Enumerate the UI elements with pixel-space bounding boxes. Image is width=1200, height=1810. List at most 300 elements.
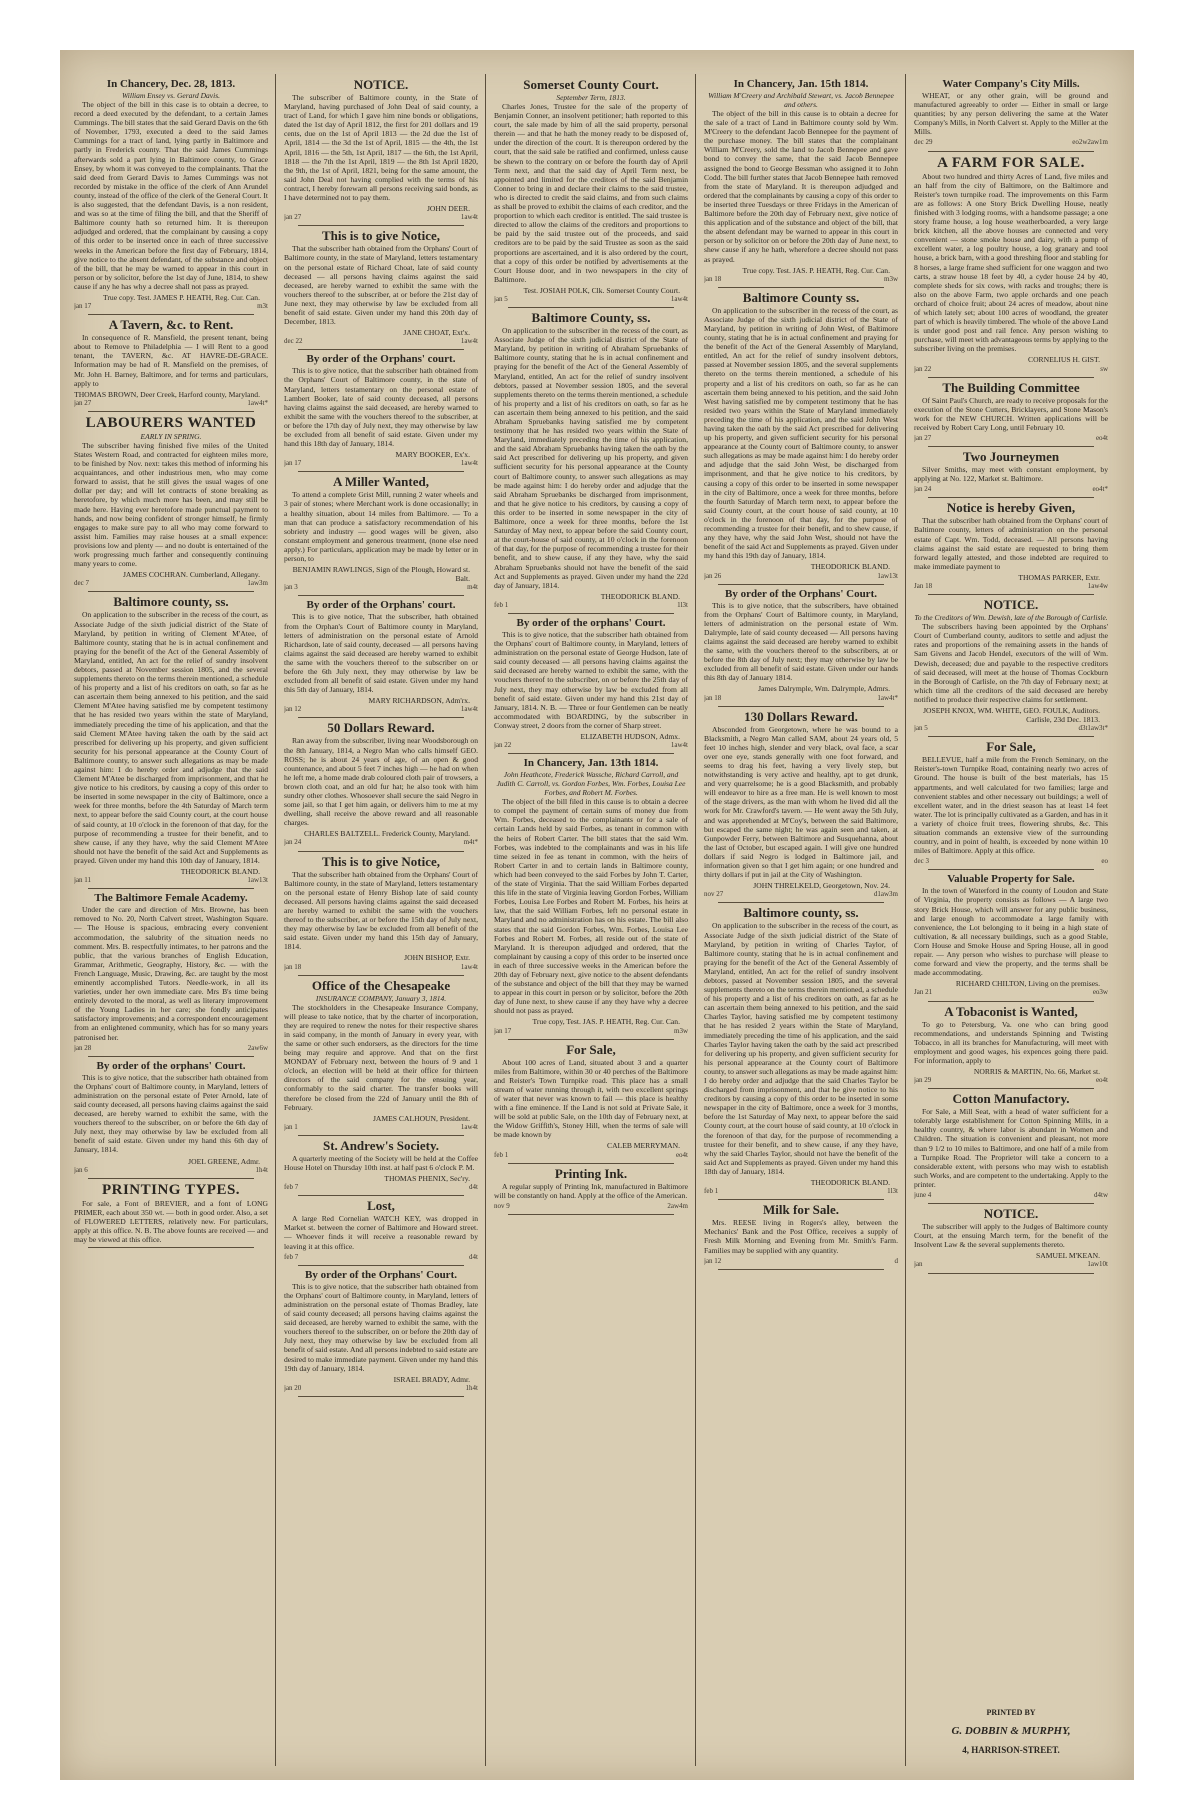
ad-run-code: 1aw4t <box>460 337 478 346</box>
ad-run-code: 2aw6w <box>247 1043 268 1052</box>
ad-date: nov 27 <box>704 890 724 899</box>
ad-date: jan 27 <box>284 213 302 222</box>
printer-imprint <box>914 1700 1108 1757</box>
ad-body: This is to give notice, that the subscriber hath obtained from the Orphans' court of Baltimore county, in Maryland, letters of administration on the personal estate of Thomas Bradley, late of said county deceased; all persons having claims against the said deceased, are hereby warned to exhibit the same, with the vouchers thereof to the subscriber, on or before the 20th day of July next, they may otherwise by law be excluded from all benefit of said estate. And all persons indebted to said estate are desired to make immediate payment. Given under my hand this 19th day of January, 1814. <box>284 1281 478 1373</box>
ad-body: The subscriber of Baltimore county, in the State of Maryland, having purchased of John Deal of said county, a tract of Land, for which I gave him nine bonds or obligations, dated the 1st day of April 1812, the first for 201 dollars and 19 cents, due on the 1st of April 1813 — the 2d due the 1st of April, 1814 — the 3d the 1st of April, 1815 — the 4th, the 1st April, 1816 — the 5th, 1st April, 1817 — the 6th, the 1st April, 1818 — the 7th the 1st April, 1819 — the 8th 1st April 1820, the 9th, the 1st of April, 1821, being for the same amount, the said John Deal not having complied with the terms of his contract, I hereby forewarn all persons receiving said bonds, as I have determined not to pay them. <box>284 93 478 203</box>
ad-separator <box>298 1265 464 1266</box>
ad-heading: NOTICE. <box>983 597 1039 613</box>
ad-signature: JANE CHOAT, Ext'x. <box>403 328 470 338</box>
ad-heading: For Sale, <box>566 1041 616 1057</box>
ad-run-code: 1l3t <box>887 1187 898 1196</box>
ad-signature: THEODORICK BLAND. <box>180 867 260 877</box>
ad-dateline <box>284 705 478 714</box>
ad-body: Mrs. REESE living in Rogers's alley, between the Mechanics' Bank and the Post Office, receives a supply of Fresh Milk Morning and Evening from Mr. Smith's Farm. Families may be supplied with any quantity. <box>704 1218 898 1255</box>
column-1 <box>74 76 268 1766</box>
ad-dateline <box>284 1253 478 1262</box>
ad-run-code: eo4t <box>675 1150 688 1159</box>
ad-run-code: 1aw4t <box>670 741 688 750</box>
advertisement <box>704 588 898 707</box>
ad-separator <box>88 1247 254 1248</box>
ad-body: This is to give notice, that the subscriber hath obtained from the Orphans' court of Baltimore county, in Maryland, letters of administration on the personal estate of Peter Arnold, late of said county deceased, all persons having claims against the said deceased, are hereby warned to exhibit the same, with the vouchers thereof to the subscriber, on or before the 6th day of July next, they may otherwise by law be excluded from all benefit of said estate. Given under my hand this 6th day of January, 1814. <box>74 1072 268 1155</box>
advertisement <box>284 78 478 226</box>
ad-body: About two hundred and thirty Acres of Land, five miles and an half from the city of Baltimore, on the Baltimore and Reister's town turnpike road. The improvements on this Farm are as follows: A one Story Brick Dwelling House, neatly finished with 3 lodging rooms, with a handsome passage; a one story frame house, a log house weatherboarded, a very large brick kitchen, all the above houses are connected and very convenient — stone smoke house and dairy, with a pump of excellent water, a log poultry house, a log granary and tool house, a brick barn, with a good threshing floor and stabling for 8 horses, a large frame shed sufficient for one waggon and two carts, a straw house 18 feet by 40, a cyder house 24 by 40, complete sheds for six cows, with racks and troughs; there is also on the above Farm, two apple orchards and one peach orchard of choice fruit; about 24 acres of meadow, about nine of which lately set; about 100 acres of woodland, the greater part of which is heavily timbered. The whole of the above Land is under good post and rail fence. Any person wishing to purchase, will meet with advantageous terms by applying to the subscriber living on the premises. <box>914 171 1108 354</box>
ad-heading: For Sale, <box>986 739 1036 755</box>
ad-dateline <box>914 138 1108 147</box>
ad-dateline <box>914 857 1108 866</box>
ad-run-code: d1aw3m <box>873 890 898 899</box>
ad-body: Silver Smiths, may meet with constant employment, by applying at No. 122, Market st. Baltimore. <box>914 465 1108 484</box>
ad-date: jan 26 <box>704 571 722 580</box>
ad-signature: True copy, Test. JAS. P. HEATH, Reg. Cur. Can. <box>532 1017 680 1027</box>
ad-separator <box>928 446 1094 447</box>
ad-heading: A Tavern, &c. to Rent. <box>108 317 234 333</box>
ad-run-code: d4t <box>469 1183 478 1192</box>
ad-dateline <box>494 1027 688 1036</box>
advertisement <box>284 855 478 976</box>
advertisement <box>494 1167 688 1215</box>
ad-date: jan 17 <box>284 459 302 468</box>
ad-body: This is to give notice, that the subscriber hath obtained from the Orphans' Court of Baltimore county, in the state of Maryland, letters testamentary on the personal estate of Lambert Booker, late of said county deceased, all persons having claims against the said deceased, are hereby warned to exhibit the same with the vouchers thereof to the subscriber, at or before the 17th day of July next, they may otherwise by law be excluded from all benefit of said estate. Given under my hand this 18th day of January, 1814. <box>284 366 478 449</box>
ad-body: Under the care and direction of Mrs. Browne, has been removed to No. 20, North Calvert street, Washington Square. — The House is spacious, embracing every convenient accommodation, the salubrity of the situation needs no comment. Mrs. B. respectfully intimates, to her patrons and the public, that the various branches of English Education, Grammar, Arithmetic, Geography, History, &c. — with the French Language, Music, Drawing, &c. are taught by the most eminently accomplished Tutors. Needle-work, in all its varieties, under her own immediate care. Mrs B's time being entirely devoted to the moral, as well as literary improvement of the Young Ladies in her care; she fondly anticipates satisfactory improvements; and a correspondent encouragement from an enlightened community, which has for so many years patronised her. <box>74 905 268 1042</box>
ad-body: That the subscriber hath obtained from the Orphans' court of Baltimore county, letters of administration on the personal estate of Capt. Wm. Todd, deceased. — All persons having claims against the said estate are requested to bring them forward legally attested, and those indebted are required to make immediate payment to <box>914 516 1108 571</box>
ad-signature: CORNELIUS H. GIST. <box>1028 355 1100 365</box>
ad-heading: Lost, <box>367 1198 395 1214</box>
ad-heading: This is to give Notice, <box>321 853 441 869</box>
ad-body: On application to the subscriber in the recess of the court, as Associate Judge of the sixth judicial district of the State of Maryland, by petition in writing of Clement M'Atee, of Baltimore county, stating that he is in actual confinement and praying for the benefit of the Act of the General Assembly of Maryland, entitled, An act for the relief of sundry insolvent debtors, passed at November session 1805, and the several supplements thereto on the terms therein mentioned, a schedule of his property and a list of his creditors on oath, so far as he can ascertain them being annexed to his petition, and the said Clement M'Atee having satisfied me by competent testimony that he has resided two years within the state of Maryland, immediately preceding the time of his application, and that the said Clement M'Atee having taken the oath by the said act prescribed for delivering up his property, and given sufficient security for his personal appearance at the County Court of Baltimore county, to answer such allegations as may be made against him: I do hereby order and adjudge that the said Clement M'Atee be discharged from imprisonment, and that he give notice to his creditors, by causing a copy of this order to be inserted in some newspaper in the city of Baltimore, once a week for three months, before the 4th Saturday of March term next, to appear before the said County court, at the court house of said county, at 10 o'clock in the forenoon of that day, for the purpose of recommending a trustee for their benefit, and to shew cause, if any they have, why the said Clement M'Atee should not have the benefit of the said Act and Supplements as prayed. Given under my hand this 10th day of January, 1814. <box>74 610 268 865</box>
ad-run-code: 1l3t <box>677 600 688 609</box>
ad-date: feb 1 <box>704 1187 719 1196</box>
ad-date: jan 18 <box>704 693 722 702</box>
ad-run-code: m4t* <box>463 838 478 847</box>
ad-separator <box>88 888 254 889</box>
ad-signature: JOEL GREENE, Admr. <box>188 1156 260 1166</box>
ad-dateline <box>74 1166 268 1175</box>
ad-run-code: eo4t <box>1095 1076 1108 1085</box>
ad-heading: The Building Committee <box>942 379 1080 395</box>
ad-separator <box>928 151 1094 152</box>
ad-run-code: d3t1aw3t* <box>1078 724 1108 733</box>
ad-signature: CHARLES BALTZELL. Frederick County, Maryland. <box>303 829 470 839</box>
ad-date: jan 3 <box>284 583 298 592</box>
ad-run-code: m3w <box>884 274 898 283</box>
ad-date: jan 5 <box>914 724 928 733</box>
ad-heading: By order of the Orphans' Court. <box>305 1268 457 1281</box>
ad-run-code: eo <box>1101 857 1108 866</box>
ad-run-code: 1aw4w <box>1087 582 1108 591</box>
ad-run-code: 1aw4t <box>460 962 478 971</box>
ad-dateline <box>704 572 898 581</box>
ad-separator <box>718 1269 884 1270</box>
advertisement <box>284 979 478 1136</box>
ad-run-code: d4t <box>469 1252 478 1261</box>
ad-separator <box>508 613 674 614</box>
ad-separator <box>928 1203 1094 1204</box>
ad-separator <box>508 1039 674 1040</box>
advertisement <box>284 475 478 596</box>
ad-date: jan 6 <box>74 1165 88 1174</box>
ad-body: In consequence of R. Mansfield, the present tenant, being about to Remove to Philadelphia — I will Rent to a good tenant, the TAVERN, &c. AT HAVRE-DE-GRACE. Information may be had of R. Mansfield on the premises, of Mr. John H. Barney, Baltimore, and for terms and particulars, apply to <box>74 333 268 388</box>
ad-run-code: eo2w2aw1m <box>1072 138 1108 147</box>
ad-body: The object of the bill in this cause is to obtain a decree for the sale of a tract of Land in Baltimore county sold by Wm. M'Creery to the defendant Jacob Bennepee for the payment of the purchase money. The bill states that the complainant William M'Creery, sold the land to Jacob Bennepee and gave bond to convey the same, that the said Jacob Bennepee assigned the bond to George Bessman who assigned it to John Codd. The bill further states that Jacob Bennepee hath removed from the state of Maryland. It is thereupon adjudged and ordered that the complainants by causing a copy of this order to be inserted three Tuesdays or three Fridays in the American of Baltimore before the 20th day of February next, give notice of this application and of the substance and object of the bill, that the absent defendant may be warned to appear in this court in person or by solicitor on or before the 20th day of June next, to shew cause if any he hath, wherefore a decree should not pass as prayed. <box>704 109 898 264</box>
ad-run-code: 1h4t <box>465 1383 478 1392</box>
advertisement <box>914 1207 1108 1273</box>
ad-body: To go to Petersburg, Va. one who can bring good recommendations, and understands Spinning and Twisting Tobacco, in all its branches for Manufacturing, will meet with employment and good wages, his expences going there paid. For information, apply to <box>914 1019 1108 1065</box>
ad-body: That the subscriber hath obtained from the Orphans' Court of Baltimore county, in the state of Maryland, letters testamentary on the personal estate of Henry Bishop late of said county deceased. All persons having claims against the said deceased are hereby warned to exhibit the same with the vouchers thereof to the subscriber, at or before the 15th day of July next, they may otherwise by law be excluded from all benefit of the said estate. Given under my hand this 15th day of January, 1814. <box>284 869 478 952</box>
ad-run-code: m3w <box>674 1026 688 1035</box>
advertisement <box>494 311 688 614</box>
ad-date: jan 27 <box>914 434 932 442</box>
ad-dateline <box>914 1260 1108 1269</box>
ad-body: On application to the subscriber in the recess of the court, as Associate Judge of the sixth judicial district of the State of Maryland, by petition in writing of Abraham Spruebanks of Baltimore county, stating that he is in actual confinement and praying for the benefit of the Act of the General Assembly of Maryland, entitled, An act for the relief of sundry insolvent debtors, passed at November session 1805, and the several supplements thereto on the terms therein mentioned, a schedule of his property and a list of his creditors on oath, so far as he can ascertain them being annexed to his petition, and the said Abraham Spruebanks having satisfied me by competent testimony that he has resided two years within the State of Maryland, immediately preceding the time of his application, and the said Abraham Spruebanks having taken the oath by the said Act prescribed for delivering up his property, and given sufficient security for his personal appearance at the County court of Baltimore county, to answer such allegations as may be made against him: I do hereby order and adjudge that the said Abraham Spruebanks be discharged from imprisonment, and that he give notice to his creditors, by causing a copy of this order to be inserted in some newspaper in the city of Baltimore, once a week for three months, before the 1st Saturday of May next, to appear before the said County court, at the court-house of said county, at 10 o'clock in the forenoon of that day, for the purpose of recommending a trustee for their benefit, and to shew cause, if any they have, why the said Abraham Spruebanks should not have the benefit of the said Act and Supplements as prayed. Given under my hand the 22d day of January, 1814. <box>494 326 688 590</box>
advertisement <box>284 721 478 851</box>
ad-heading: St. Andrew's Society. <box>322 1137 440 1153</box>
ad-signature: True copy. Test. JAS. P. HEATH, Reg. Cur. Can. <box>742 265 890 275</box>
advertisement <box>74 1060 268 1179</box>
ad-heading: By order of the Orphans' Court. <box>725 587 877 600</box>
ad-heading: 50 Dollars Reward. <box>327 720 435 736</box>
ad-run-code: m4t <box>467 583 478 592</box>
ad-separator <box>298 225 464 226</box>
column-2 <box>284 76 478 1766</box>
ad-run-code: sw <box>1100 364 1108 373</box>
ad-heading: The Baltimore Female Academy. <box>94 892 248 905</box>
ad-body: A quarterly meeting of the Society will be held at the Coffee House Hotel on Thursday 10th inst. at half past 6 o'clock P. M. <box>284 1153 478 1172</box>
ad-signature: CALEB MERRYMAN. <box>607 1141 680 1151</box>
printer-line-2: G. DOBBIN & MURPHY, <box>951 1725 1071 1737</box>
ad-heading: In Chancery, Jan. 15th 1814. <box>733 78 869 90</box>
printer-line-1: PRINTED BY <box>986 1708 1036 1717</box>
ad-dateline <box>914 1076 1108 1085</box>
advertisement <box>494 1043 688 1164</box>
advertisement <box>704 906 898 1200</box>
ad-separator <box>928 594 1094 595</box>
ad-heading: By order of the Orphans' court. <box>306 599 456 612</box>
ad-signature: SAMUEL M'KEAN. <box>1036 1251 1100 1261</box>
ad-dateline <box>494 1202 688 1211</box>
ad-body: BELLEVUE, half a mile from the French Seminary, on the Reister's-town Turnpike Road, containing nearly two acres of Ground. The house is built of the best materials, has 15 appartments, and well calculated for two families; large and convenient stables and other necessary out buildings; a well of excellent water, and in the driest season has at least 14 feet water. The lot is principally cultivated as a Garden, and has in it a variety of choice fruit trees, flowering shrubs, &c. This situation commands an extensive view of the surrounding country, and in point of health, is exceeded by none within 10 miles of Baltimore. Apply at this office. <box>914 755 1108 856</box>
ad-heading: A FARM FOR SALE. <box>937 154 1085 171</box>
ad-dateline <box>74 876 268 885</box>
ad-body: This is to give notice, that the subscriber hath obtained from the Orphans' court of Baltimore county, in Maryland, letters of administration on the personal estate of George Hudson, late of said county deceased — all persons having claims against the said deceased are hereby warned to exhibit the same, with the vouchers thereof to the subscriber, on or before the 25th day of July next, they may otherwise by law be excluded from all benefit of said estate. Given under my hand this 21st day of January, 1814. N. B. — Three or four Gentlemen can be neatly accommodated with BOARDING, by the subscriber in Conway street, 2 doors from the corner of Sharp street. <box>494 629 688 730</box>
ad-signature: THOMAS BROWN, Deer Creek, Harford county, Maryland. <box>74 389 260 399</box>
ad-separator <box>508 307 674 308</box>
ad-separator <box>298 975 464 976</box>
ad-signature: JOSEPH KNOX, WM. WHITE, GEO. FOULK, Auditors. Carlisle, 23d Dec. 1813. <box>923 705 1100 725</box>
ad-run-code: 1aw13t <box>877 571 898 580</box>
ad-date: feb 1 <box>494 1150 509 1159</box>
ad-dateline <box>74 399 268 408</box>
ad-separator <box>298 851 464 852</box>
ad-run-code: 1aw4t <box>460 1122 478 1131</box>
ad-date: jan 29 <box>914 1076 932 1085</box>
ad-separator <box>298 349 464 350</box>
ad-subheading: INSURANCE COMPANY, January 3, 1814. <box>315 993 447 1003</box>
ad-date: nov 9 <box>494 1201 510 1210</box>
column-4 <box>704 76 898 1766</box>
ad-dateline <box>284 583 478 592</box>
ad-body: The object of the bill filed in this cause is to obtain a decree to compel the payment of certain sums of money due from Wm. Forbes, deceased to the complainants or for a sale of certain Lands held by said Forbes, as tenant in common with the heirs of Robert Carter. The bill states that the said Wm. Forbes, was indebted to the complainants and was in his life time seized in fee as tenant in common, with the heirs of Robert Carter in and to certain lands in Baltimore county, which had been conveyed to the said Forbes by John T. Carter, of the state of Virginia. That the said William Forbes departed this life in the state of Virginia leaving Gordon Forbes, William Forbes, Louisa Lee Forbes and Robert M. Forbes, his heirs at law, that the said William Forbes, left no personal estate in Maryland and no administration has on his estate. The bill also states that the said Gordon Forbes, Wm. Forbes, Louisa Lee Forbes and Robert M. Forbes, all reside out of the state of Maryland. It is thereupon adjudged and ordered, that the complainant by causing a copy of this order to be inserted once in each of three successive weeks in the American before the 20th day of February next, give notice to the absent defendants of the substance and object of the bill that they may be warned to appear in this court in person or by solicitor, before the 20th day of June next, to shew cause if any they have why a decree should not pass as prayed. <box>494 797 688 1016</box>
ad-run-code: eo3w <box>1092 988 1108 997</box>
advertisement <box>74 892 268 1057</box>
ad-separator <box>298 1135 464 1136</box>
ad-dateline <box>284 213 478 222</box>
ad-body: For sale, a Font of BREVIER, and a font of LONG PRIMER, each about 350 wt. — both in good order. Also, a set of FLOWERED LETTERS, relatively new. For particulars, apply at this office. N. B. The above founts are received — and may be viewed at this office. <box>74 1198 268 1245</box>
ad-date: jan 28 <box>74 1043 92 1052</box>
ad-signature: JOHN BISHOP, Extr. <box>404 953 470 963</box>
ad-dateline <box>74 1044 268 1053</box>
ad-date: jan <box>914 1260 923 1269</box>
ad-heading: Baltimore County, ss. <box>531 310 651 326</box>
advertisement <box>914 1005 1108 1090</box>
column-3 <box>494 76 688 1766</box>
ad-separator <box>718 584 884 585</box>
advertisement <box>74 415 268 593</box>
ad-dateline <box>494 295 688 304</box>
ad-dateline <box>284 337 478 346</box>
advertisement <box>914 501 1108 595</box>
advertisement <box>914 381 1108 447</box>
ad-separator <box>88 314 254 315</box>
ad-dateline <box>494 601 688 610</box>
ad-date: Jan 21 <box>914 988 933 997</box>
ad-body: On application to the subscriber in the recess of the court, as Associate Judge of the sixth judicial district of the State of Maryland, by petition in writing of John West, of Baltimore county, stating that he is in actual confinement and praying for the benefit of the Act of the General Assembly of Maryland, entitled, An act for the relief of sundry insolvent debtors, passed at November session 1805, and the several supplements thereto on the terms therein mentioned, a schedule of his property and a list of his creditors on oath, so far as he can ascertain them being annexed to his petition, and the said John West having satisfied me by competent testimony that he has resided two years within the State of Maryland immediately preceding the time of his application, and the said John West having taken the oath by the said Act prescribed for delivering up his property, and given sufficient security for his personal appearance at the County court of Baltimore county, to answer such allegations as may be made against him: I do hereby order and adjudge that the said John West, be discharged from imprisonment, and that he give notice to his creditors, by causing a copy of this order to be inserted in some newspaper in the city of Baltimore, once a week for three months, before the fourth Saturday of March term next, to appear before the said County court, at the court house of said county, at 10 o'clock in the forenoon of that day, for the purpose of recommending a trustee for their benefit, and to shew cause, if any they have, why the said John West, should not have the benefit of the said Act and Supplements as prayed. Given under my hand this 19th day of January, 1814. <box>704 305 898 561</box>
ad-dateline <box>704 275 898 284</box>
ad-heading: NOTICE. <box>353 77 409 92</box>
advertisement <box>284 1199 478 1265</box>
ad-separator <box>298 1396 464 1397</box>
ad-dateline <box>914 434 1108 443</box>
advertisement <box>494 757 688 1039</box>
ad-body: A regular supply of Printing Ink, manufactured in Baltimore will be constantly on hand. Apply at the office of the American. <box>494 1181 688 1200</box>
ad-separator <box>88 1056 254 1057</box>
ad-dateline <box>704 1187 898 1196</box>
ad-heading: Office of the Chesapeake <box>311 977 451 993</box>
ad-signature: THEODORICK BLAND. <box>600 591 680 601</box>
ad-date: jan 22 <box>914 364 932 373</box>
ad-run-code: eo4t* <box>1092 485 1108 494</box>
ad-run-code: d4tw <box>1094 1191 1108 1199</box>
printer-line-3: 4, HARRISON-STREET. <box>962 1745 1060 1755</box>
ad-body: That the subscriber hath obtained from the Orphans' Court of Baltimore county, in the state of Maryland, letters testamentary on the personal estate of Richard Choat, late of said county deceased — all persons having claims against the said deceased, are hereby warned to exhibit the same with the vouchers thereof to the subscriber, at or before the 21st day of June next, they may otherwise by law be excluded from all benefit of said estate. Given under my hand this 20th day of December, 1813. <box>284 244 478 327</box>
advertisement <box>74 595 268 889</box>
advertisement <box>74 1182 268 1248</box>
ad-separator <box>928 1001 1094 1002</box>
ad-run-code: eo4t <box>1095 434 1108 442</box>
ad-run-code: m3t <box>257 302 268 311</box>
ad-date: june 4 <box>914 1191 932 1199</box>
ad-dateline <box>704 890 898 899</box>
ad-body: Ran away from the subscriber, living near Woodsborough on the 8th January, 1814, a Negro Man who calls himself GEO. ROSS; he is about 24 years of age, of an open & good countenance, and about 5 feet 7 inches high — he had on when he left me, a home made drab coloured cloth pair of trowsers, a brown cloth coat, and an old fur hat; he also took with him sundry other clothes. Whosoever shall secure the said Negro in some jail, so that I get him again, or delivers him to me at my dwelling, shall receive the above reward and all reasonable charges. <box>284 736 478 828</box>
ad-run-code: 2aw4m <box>667 1201 688 1210</box>
ad-subheading: To the Creditors of Wm. Dewish, late of the Borough of Carlisle. <box>914 613 1108 623</box>
ad-dateline <box>74 579 268 588</box>
ad-run-code: 1aw3m <box>247 579 268 588</box>
advertisement <box>494 617 688 754</box>
ad-dateline <box>284 838 478 847</box>
ad-dateline <box>284 1384 478 1393</box>
ad-run-code: 1aw4t <box>460 213 478 222</box>
advertisement <box>704 1203 898 1269</box>
ad-separator <box>298 717 464 718</box>
ad-body: WHEAT, or any other grain, will be ground and manufactured agreeably to order — Either in small or large quantities; by any person delivering the same at the Water Company's Mills, in North Calvert st. Apply to the Miller at the Mills. <box>914 91 1108 137</box>
ad-heading: Printing Ink. <box>554 1165 628 1181</box>
ad-signature: THEODORICK BLAND. <box>810 562 890 572</box>
ad-separator <box>298 1195 464 1196</box>
advertisement <box>914 598 1108 737</box>
ad-dateline <box>704 694 898 703</box>
ad-separator <box>928 497 1094 498</box>
ad-body: The subscriber having finished five miles of the United States Western Road, and contracted for eighteen miles more, to be finished by Nov. next: takes this method of informing his acquaintances, and other industrious men, who may come forward to assist, that he still gives the usual wages of one dollar per day; and will let contracts of stone breaking as heretofore, by which much more has been, and may still be made here. Having ever heretofore made punctual payment to hands, and now being confident of stronger himself, he firmly engages to make sure pay to all who may come forward to assist him. Families may raise houses at a small expence: provisions low and plenty — and no doubt is entertained of the work progressing much farther and consequently continuing many years to come. <box>74 440 268 569</box>
advertisement <box>704 710 898 904</box>
advertisement <box>284 1269 478 1397</box>
ad-signature: JOHN THRELKELD, Georgetown, Nov. 24. <box>753 881 890 891</box>
ad-signature: NORRIS & MARTIN, No. 66, Market st. <box>973 1066 1100 1076</box>
ad-heading: Baltimore county, ss. <box>743 905 859 921</box>
ad-run-code: 1aw4t <box>670 294 688 303</box>
ad-dateline <box>914 1191 1108 1200</box>
advertisement <box>284 229 478 350</box>
ad-signature: ISRAEL BRADY, Admr. <box>393 1374 470 1384</box>
ad-heading: Baltimore county, ss. <box>113 594 229 610</box>
ad-date: jan 5 <box>494 294 508 303</box>
ad-body: The object of the bill in this case is to obtain a decree, to record a deed executed by the defendant, to a certain James Cummings. The bill states that the said Gerard Davis on the 6th of November, 1793, executed a deed to the said James Cummings for a tract of land, lying partly in Baltimore and partly in Frederick county. That the said James Cummings afterwards sold a part lying in Baltimore county, to Grace Ensey, by whom it was conveyed to the complainants. That the said deed from Gerard Davis to James Cummings was not recorded by mistake in the office of the clerk of Ann Arundel county, instead of the office of the clerk of the General Court. It is also suggested, that the defendant Davis, is a non resident, and was so at the time of filing the bill, and that the Sheriff of Baltimore county hath so returned him. It is thereupon adjudged and ordered, that the complainant by causing a copy of this order to be inserted once in each of three successive weeks in the American before the first day of February, 1814, give notice to the absent defendant, of the substance and object of the bill, that he may be warned to appear in this court in person or by solicitor, before the 1st day of June, 1814, to shew cause if any he has why a decree shall not pass as prayed. <box>74 100 268 291</box>
ad-heading: Water Company's City Mills. <box>942 78 1080 90</box>
ad-body: This is to give notice, that the subscribers, have obtained from the Orphans' Court of Baltimore county, in Maryland, letters of administration on the personal estate of Wm. Dalrymple, late of said county deceased — All persons having claims against the said deceased are hereby warned to exhibit the same, with the vouchers thereof to the subscribers, at or before the 8th day of July next; they may otherwise by law be excluded from all benefit of said estate. Given under our hands this 8th day of January 1814. <box>704 600 898 683</box>
ad-run-code: 1aw4t <box>460 705 478 714</box>
case-parties: William M'Creery and Archibald Stewart, vs. Jacob Bennepee and others. <box>708 91 894 109</box>
ad-run-code: 1aw10t <box>1087 1260 1108 1269</box>
ad-separator <box>508 1214 674 1215</box>
ad-separator <box>718 1199 884 1200</box>
ad-date: dec 7 <box>74 579 89 588</box>
ad-separator <box>718 287 884 288</box>
advertisement <box>914 450 1108 498</box>
ad-signature: JAMES COCHRAN. Cumberland, Allegany. <box>122 570 260 580</box>
newspaper-page <box>60 50 1134 1780</box>
ad-heading: In Chancery, Jan. 13th 1814. <box>523 757 659 770</box>
ad-separator <box>928 377 1094 378</box>
ad-date: jan 24 <box>914 485 932 494</box>
ad-heading: Milk for Sale. <box>763 1202 839 1218</box>
advertisement <box>284 1139 478 1196</box>
ad-heading: In Chancery, Dec. 28, 1813. <box>106 78 236 90</box>
ad-run-code: d <box>894 1256 898 1265</box>
case-parties: John Heathcote, Frederick Wassche, Richard Carroll, and Judith C. Carroll, vs. Gordon Forbes, Wm. Forbes, Louisa Lee Forbes, and Robert M. Forbes. <box>496 770 686 798</box>
ad-run-code: 1aw4t* <box>247 398 268 407</box>
ad-separator <box>718 706 884 707</box>
ad-body: On application to the subscriber in the recess of the court, as Associate Judge of the sixth judicial district of the State of Maryland, by petition in writing of Charles Taylor, of Baltimore county, stating that he is in actual confinement and praying for the benefit of the Act of the General Assembly of Maryland, entitled, An act for the relief of sundry insolvent debtors, passed at November session 1805, and the several supplements thereto on the terms therein mentioned, a schedule of his property and a list of his creditors on oath, as far as he can ascertain them being annexed to his petition, and the said Charles Taylor, having satisfied me by competent testimony that he has resided 2 years within the State of Maryland, immediately preceding the time of his application, and the said Charles Taylor having taken the oath by the said act prescribed for delivering up his property, and given sufficient security for his personal appearance at the County court of Baltimore county, to answer such allegations as may be made against him: I do hereby order and adjudge that the said Charles Taylor be discharged from imprisonment, and that he give notice to his creditors by causing a copy of this order to be inserted in some newspaper in the city of Baltimore, once a week for 3 months, before the 1st Saturday of May next, to appear before the said County court, at the court house of said county, at 10 o'clock in the forenoon of that day, for the purpose of recommending a trustee for their benefit, and to shew cause, if any they have, why the said Charles Taylor, should not have the benefit of the said Act and Supplements as prayed. Given under my hand this 18th day of January, 1814. <box>704 921 898 1176</box>
ad-separator <box>928 1088 1094 1089</box>
ad-heading: A Miller Wanted, <box>333 474 429 490</box>
ad-dateline <box>704 1257 898 1266</box>
advertisement <box>914 155 1108 378</box>
ad-date: feb 7 <box>284 1252 299 1261</box>
ad-separator <box>928 869 1094 870</box>
ad-date: jan 18 <box>704 274 722 283</box>
ad-subheading: EARLY IN SPRING. <box>140 431 202 441</box>
ad-body: This is to give notice, That the subscriber, hath obtained from the Orphan's Court of Baltimore county in Maryland, letters of administration on the personal estate of Arnold Richardson, late of said county, deceased — all persons having claims against the said deceased are hereby warned to exhibit the same with the vouchers thereof to the subscriber on or before the 6th July next, they may otherwise by law be excluded from all benefit of said estate. Given under my hand this 5th day of January, 1814. <box>284 612 478 695</box>
advertisement <box>914 740 1108 870</box>
ad-signature: MARY RICHARDSON, Adm'rx. <box>368 696 470 706</box>
ad-date: jan 17 <box>74 302 92 311</box>
ad-body: Charles Jones, Trustee for the sale of the property of Benjamin Conner, an insolvent petitioner; hath reported to this court, the sale made by him of all the said property, personal therein — and that he hath the money ready to be disposed of, under the direction of the court. It is thereupon ordered by the court, that the said sale be ratified and confirmed, unless cause be shewn to the contrary on or before the fourth day of April Term next, and that the said day of April Term next, be appointed and limited for the creditors of the said Benjamin Conner to bring in and declare their claims to the said trustee, who is directed to credit the said claims, and from such claims as shall be proved to exhibit the claims of each creditor, and the proportion to which each creditor is entitled. The said trustee is directed to allow the claims of the creditors and proportions to be paid by the said trustee out of the proceeds, and said creditors are to be paid by the said Trustee as soon as the said proportions are ascertained, and it is also ordered by the court, that a copy of this order be notified by advertisements at the Court House door, and in two newspapers in the city of Baltimore. <box>494 102 688 284</box>
ad-signature: ELIZABETH HUDSON, Admx. <box>580 732 680 741</box>
ad-heading: Two Journeymen <box>962 449 1060 465</box>
ad-date: jan 1 <box>284 1122 298 1131</box>
ad-signature: THEODORICK BLAND. <box>810 1178 890 1188</box>
ad-date: feb 7 <box>284 1183 299 1192</box>
ad-body: The subscriber will apply to the Judges of Baltimore county Court, at the ensuing March term, for the benefit of the Insolvent Law & the several supplements thereto. <box>914 1222 1108 1250</box>
ad-run-code: 1aw13t <box>247 876 268 885</box>
advertisement <box>74 78 268 315</box>
ad-dateline <box>914 582 1108 591</box>
ad-date: dec 3 <box>914 857 929 866</box>
ad-date: jan 12 <box>704 1256 722 1265</box>
ad-signature: JOHN DEER. <box>426 204 470 214</box>
ad-signature: THOMAS PHENIX, Sec'ry. <box>384 1174 470 1184</box>
ad-dateline <box>74 302 268 311</box>
ad-date: jan 20 <box>284 1383 302 1392</box>
ad-signature: MARY BOOKER, Ex'x. <box>395 450 470 460</box>
ad-heading: Valuable Property for Sale. <box>947 873 1075 886</box>
ad-date: jan 24 <box>284 838 302 847</box>
ad-date: Jan 18 <box>914 582 933 591</box>
ad-signature: James Dalrymple, Wm. Dalrymple, Admrs. <box>758 684 890 694</box>
ad-body: The stockholders in the Chesapeake Insurance Company, will please to take notice, that by the charter of incorporation, they are required to renew the notes for their respective shares in said company, in the month of January in every year, with the same or other such endorsers, as the directors for the time being may require and approve. And that on the first MONDAY of February next, between the hours of 9 and 1 o'clock, an election will be held at their office for thirteen directors of the said company for the ensuing year, conformably to the said charter. The transfer books will therefore be closed from the 22d of January until the 8th of February. <box>284 1002 478 1112</box>
ad-heading: Somerset County Court. <box>523 77 659 92</box>
ad-signature: BENJAMIN RAWLINGS, Sign of the Plough, Howard st. Balt. <box>292 565 470 584</box>
ad-body: A large Red Cornelian WATCH KEY, was dropped in Market st. between the corner of Baltimore and Howard street. — Whoever finds it will receive a reasonable reward by leaving it at this office. <box>284 1214 478 1251</box>
ad-signature: Test. JOSIAH POLK, Clk. Somerset County Court. <box>523 285 680 295</box>
ad-body: In the town of Waterford in the county of Loudon and State of Virginia, the property consists as follows — A large two story Brick House, which will answer for any public business, and large enough to accommodate a large family with convenience, the Lot belonging to it being in a high state of cultivation, & all necessary buildings, such as a good Stable, Corn House and Smoke House and Spring House, all in good repair. — Any person who wishes to purchase will please to come forward and view the property, and the terms shall be made accommodating. <box>914 886 1108 978</box>
ad-heading: This is to give Notice, <box>321 228 441 244</box>
ad-dateline <box>284 1183 478 1192</box>
ad-heading: By order of the orphans' Court. <box>96 1059 246 1072</box>
ad-body: The subscribers having been appointed by the Orphans' Court of Cumberland county, auditors to settle and adjust the rates and proportions of the remaining assets in the hands of Sam Givens and Jacob Hendel, executors of the will of Wm. Dewish, deceased; due and payable to the respective creditors of said deceased, will meet at the house of Thomas Cockburn in the Borough of Carlisle, on the 7th day of February next; at which time all the creditors of the said deceased are hereby notified to produce their respective claims for settlement. <box>914 622 1108 704</box>
advertisement <box>704 78 898 288</box>
ad-body: About 100 acres of Land, situated about 3 and a quarter miles from Baltimore, within 30 or 40 perches of the Baltimore and Reister's Town Turnpike road. This place has a small stream of water running through it, with two excellent springs of water that never was known to fail — this place is healthy with a fine eminence. If the Land is not sold at Private Sale, it will be sold at public Sale, on the 10th day of February next, at the Widow Griffith's, Stoney Hill, when the terms of sale will be made known by <box>494 1057 688 1140</box>
advertisement <box>74 318 268 412</box>
ad-body: For Sale, a Mill Seat, with a head of water sufficient for a tolerably large establishment for Cotton Spinning Mills, in a healthy country, & where labor is abundant in Women and Children. The situation is convenient and pleasant, not more than 9 1/2 to 10 miles to Baltimore, and one half of a mile from a Turnpike Road. The Proprietor will take a concern to a considerable extent, with persons who may wish to establish such Works, and are competent to the undertaking. Apply to the printer. <box>914 1107 1108 1189</box>
ad-heading: Cotton Manufactory. <box>952 1091 1070 1107</box>
advertisement <box>494 78 688 308</box>
ad-dateline <box>914 485 1108 494</box>
ad-signature: JAMES CALHOUN, President. <box>372 1113 470 1123</box>
ad-date: dec 29 <box>914 138 933 147</box>
advertisement <box>284 353 478 472</box>
ad-separator <box>508 1163 674 1164</box>
ad-heading: Notice is hereby Given, <box>946 500 1076 516</box>
advertisement <box>914 1092 1108 1204</box>
advertisement <box>914 78 1108 152</box>
ad-dateline <box>494 741 688 750</box>
ad-separator <box>928 1273 1094 1274</box>
ad-heading: Baltimore County ss. <box>742 289 860 305</box>
ad-separator <box>88 591 254 592</box>
ad-signature: True copy. Test. JAMES P. HEATH, Reg. Cur. Can. <box>103 292 260 302</box>
ad-date: jan 11 <box>74 876 92 885</box>
column-rule <box>485 74 486 1766</box>
ad-heading: NOTICE. <box>983 1206 1039 1222</box>
column-rule <box>695 74 696 1766</box>
ad-dateline <box>914 988 1108 997</box>
column-rule <box>905 74 906 1766</box>
ad-date: jan 18 <box>284 962 302 971</box>
ad-separator <box>718 902 884 903</box>
column-5 <box>914 76 1108 1766</box>
ad-dateline <box>284 963 478 972</box>
ad-dateline <box>914 724 1108 733</box>
